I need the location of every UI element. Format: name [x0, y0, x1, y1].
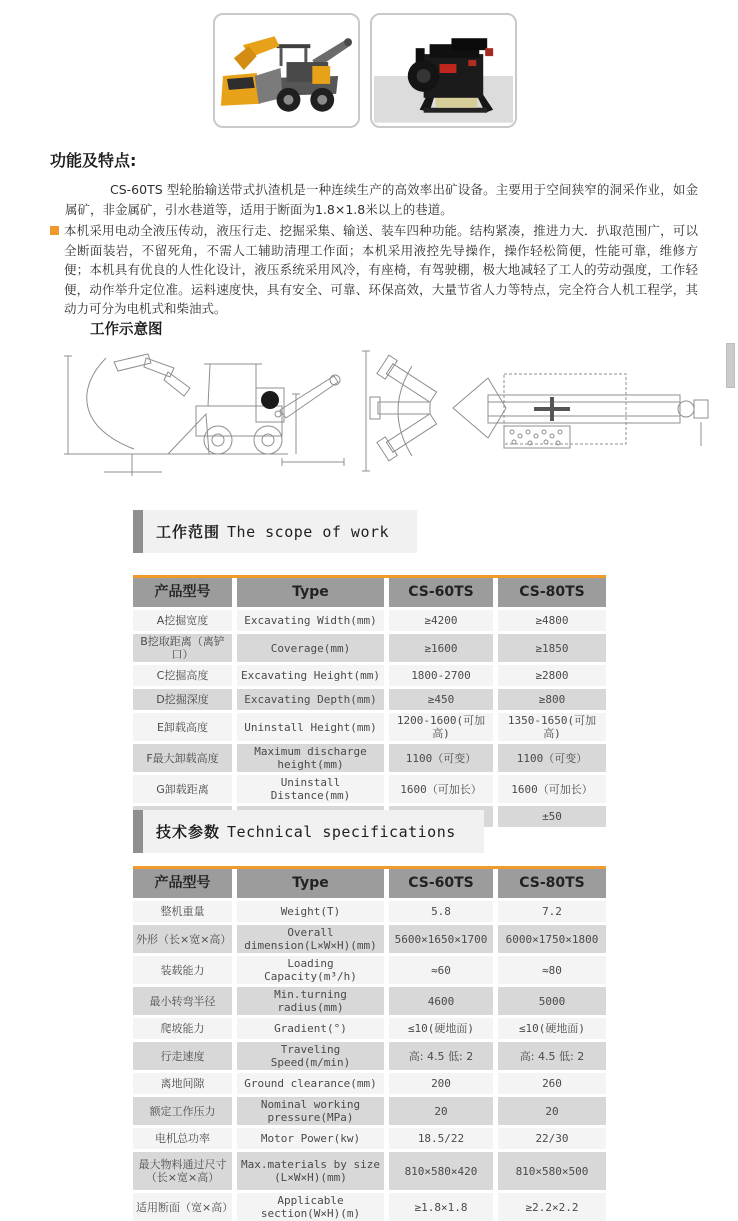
param-cell: 爬坡能力: [133, 1018, 232, 1039]
value-cell: 1600（可加长）: [498, 775, 606, 803]
value-cell: 260: [498, 1073, 606, 1094]
header-cell: 产品型号: [133, 869, 232, 898]
type-cell: Loading Capacity(m³/h): [237, 956, 384, 984]
value-cell: ≥2.2×2.2: [498, 1193, 606, 1221]
type-cell: Min.turning radius(mm): [237, 987, 384, 1015]
value-cell: ≥4800: [498, 610, 606, 631]
value-cell: 1100（可变）: [498, 744, 606, 772]
value-cell: 5600×1650×1700: [389, 925, 493, 953]
value-cell: 5.8: [389, 901, 493, 922]
section-bar-icon: [133, 510, 143, 553]
value-cell: ≈80: [498, 956, 606, 984]
features-bullet-body: 本机采用电动全液压传动，液压行走、挖掘采集、输送、装车四种功能。结构紧凑，推进力大．扒取范围广，可以全断面装岩，不留死角，不需人工辅助清理工作面；本机采用液控先导操作，操作轻松简便，性能可靠，维修方便；本机具有优良的人性化设计，液压系统采用风冷，有座椅，有驾驶棚，极大地减轻了工人的劳动强度，工作轻便，动作举升定位准。运料速度快，具有安全、可靠、环保高效，大量节省人力等特点，完全符合人机工程学，其动力可分为电机式和柴油式。: [64, 223, 698, 316]
param-cell: 适用断面（宽×高）: [133, 1193, 232, 1221]
type-cell: Maximum discharge height(mm): [237, 744, 384, 772]
table-row: [133, 1097, 606, 1125]
type-cell: Uninstall Height(mm): [237, 713, 384, 741]
value-cell: ≥1850: [498, 634, 606, 662]
specs-title-en: Technical specifications: [227, 822, 456, 841]
value-cell: 18.5/22: [389, 1128, 493, 1149]
value-cell: ≈60: [389, 956, 493, 984]
value-cell: 22/30: [498, 1128, 606, 1149]
value-cell: 1350-1650(可加高): [498, 713, 606, 741]
param-cell: 整机重量: [133, 901, 232, 922]
param-cell: 最大物料通过尺寸（长×宽×高）: [133, 1152, 232, 1190]
orange-bullet-icon: [50, 226, 59, 235]
type-cell: Overall dimension(L×W×H)(mm): [237, 925, 384, 953]
value-cell: 1800-2700: [389, 665, 493, 686]
table-header-row: [133, 869, 606, 898]
param-cell: 装载能力: [133, 956, 232, 984]
top-view-diagram: [354, 336, 714, 486]
param-cell: 行走速度: [133, 1042, 232, 1070]
type-cell: Excavating Width(mm): [237, 610, 384, 631]
table-row: [133, 956, 606, 984]
table-row: [133, 901, 606, 922]
features-bullet-text: [50, 221, 698, 319]
type-cell: Applicable section(W×H)(m): [237, 1193, 384, 1221]
scrollbar-thumb[interactable]: [726, 343, 735, 388]
table-row: [133, 744, 606, 772]
table-row: [133, 1018, 606, 1039]
scope-section-header: [133, 510, 417, 553]
value-cell: 高: 4.5 低: 2: [389, 1042, 493, 1070]
header-cell: 产品型号: [133, 578, 232, 607]
value-cell: ≥4200: [389, 610, 493, 631]
table-row: [133, 775, 606, 803]
table-row: [133, 1193, 606, 1221]
value-cell: 4600: [389, 987, 493, 1015]
param-cell: C挖掘高度: [133, 665, 232, 686]
header-cell: Type: [237, 869, 384, 898]
scope-table: [133, 575, 606, 827]
type-cell: Traveling Speed(m/min): [237, 1042, 384, 1070]
type-cell: Motor Power(kw): [237, 1128, 384, 1149]
table-row: [133, 689, 606, 710]
value-cell: ±50: [498, 806, 606, 827]
table-header-row: [133, 578, 606, 607]
machine-photo-illustration: [217, 17, 356, 124]
value-cell: ≥1.8×1.8: [389, 1193, 493, 1221]
features-intro-text: CS-60TS 型轮胎输送带式扒渣机是一种连续生产的高效率出矿设备。主要用于空间狭窄的洞采作业，如金属矿，非金属矿，引水巷道等，适用于断面为1.8×1.8米以上的巷道。: [65, 182, 698, 217]
type-cell: Max.materials by size (L×W×H)(mm): [237, 1152, 384, 1190]
param-cell: G卸载距离: [133, 775, 232, 803]
engine-photo-illustration: [374, 17, 513, 124]
value-cell: 810×580×420: [389, 1152, 493, 1190]
side-view-diagram: [56, 336, 348, 486]
value-cell: ≥1600: [389, 634, 493, 662]
header-cell: CS-60TS: [389, 869, 493, 898]
type-cell: Nominal working pressure(MPa): [237, 1097, 384, 1125]
working-diagram: [56, 336, 716, 486]
param-cell: B挖取距离（离铲口）: [133, 634, 232, 662]
type-cell: Ground clearance(mm): [237, 1073, 384, 1094]
type-cell: Excavating Depth(mm): [237, 689, 384, 710]
value-cell: 20: [389, 1097, 493, 1125]
param-cell: D挖掘深度: [133, 689, 232, 710]
value-cell: 810×580×500: [498, 1152, 606, 1190]
table-row: [133, 610, 606, 631]
table-row: [133, 925, 606, 953]
value-cell: 200: [389, 1073, 493, 1094]
features-heading: 功能及特点:: [50, 151, 137, 170]
param-cell: F最大卸载高度: [133, 744, 232, 772]
value-cell: 1600（可加长）: [389, 775, 493, 803]
value-cell: ≥2800: [498, 665, 606, 686]
table-body: [133, 901, 606, 1221]
type-cell: Excavating Height(mm): [237, 665, 384, 686]
header-cell: CS-80TS: [498, 578, 606, 607]
specs-section-header: [133, 810, 484, 853]
section-bar-icon: [133, 810, 143, 853]
table-row: [133, 1152, 606, 1190]
type-cell: Coverage(mm): [237, 634, 384, 662]
table-row: [133, 713, 606, 741]
table-body: [133, 610, 606, 827]
param-cell: 额定工作压力: [133, 1097, 232, 1125]
features-section: [50, 148, 698, 319]
param-cell: 电机总功率: [133, 1128, 232, 1149]
type-cell: Gradient(°): [237, 1018, 384, 1039]
table-row: [133, 634, 606, 662]
param-cell: A挖掘宽度: [133, 610, 232, 631]
table-row: [133, 1128, 606, 1149]
value-cell: 6000×1750×1800: [498, 925, 606, 953]
param-cell: 最小转弯半径: [133, 987, 232, 1015]
value-cell: 1100（可变）: [389, 744, 493, 772]
value-cell: 高: 4.5 低: 2: [498, 1042, 606, 1070]
scope-title-zh: 工作范围: [156, 523, 221, 541]
header-cell: CS-60TS: [389, 578, 493, 607]
header-cell: CS-80TS: [498, 869, 606, 898]
param-cell: 外形（长×宽×高）: [133, 925, 232, 953]
value-cell: 5000: [498, 987, 606, 1015]
scope-title-en: The scope of work: [227, 522, 390, 541]
product-photo-machine[interactable]: [213, 13, 360, 128]
specs-table: [133, 866, 606, 1221]
value-cell: ≥450: [389, 689, 493, 710]
value-cell: 7.2: [498, 901, 606, 922]
product-gallery: [213, 13, 517, 128]
value-cell: ≥800: [498, 689, 606, 710]
type-cell: Weight(T): [237, 901, 384, 922]
table-row: [133, 987, 606, 1015]
value-cell: 20: [498, 1097, 606, 1125]
param-cell: E卸载高度: [133, 713, 232, 741]
diagram-heading: 工作示意图: [90, 322, 163, 338]
value-cell: 1200-1600(可加高): [389, 713, 493, 741]
specs-title-zh: 技术参数: [156, 823, 221, 841]
product-photo-engine[interactable]: [370, 13, 517, 128]
table-row: [133, 1073, 606, 1094]
table-row: [133, 1042, 606, 1070]
type-cell: Uninstall Distance(mm): [237, 775, 384, 803]
header-cell: Type: [237, 578, 384, 607]
param-cell: 离地间隙: [133, 1073, 232, 1094]
value-cell: ≤10(硬地面): [389, 1018, 493, 1039]
value-cell: ≤10(硬地面): [498, 1018, 606, 1039]
table-row: [133, 665, 606, 686]
